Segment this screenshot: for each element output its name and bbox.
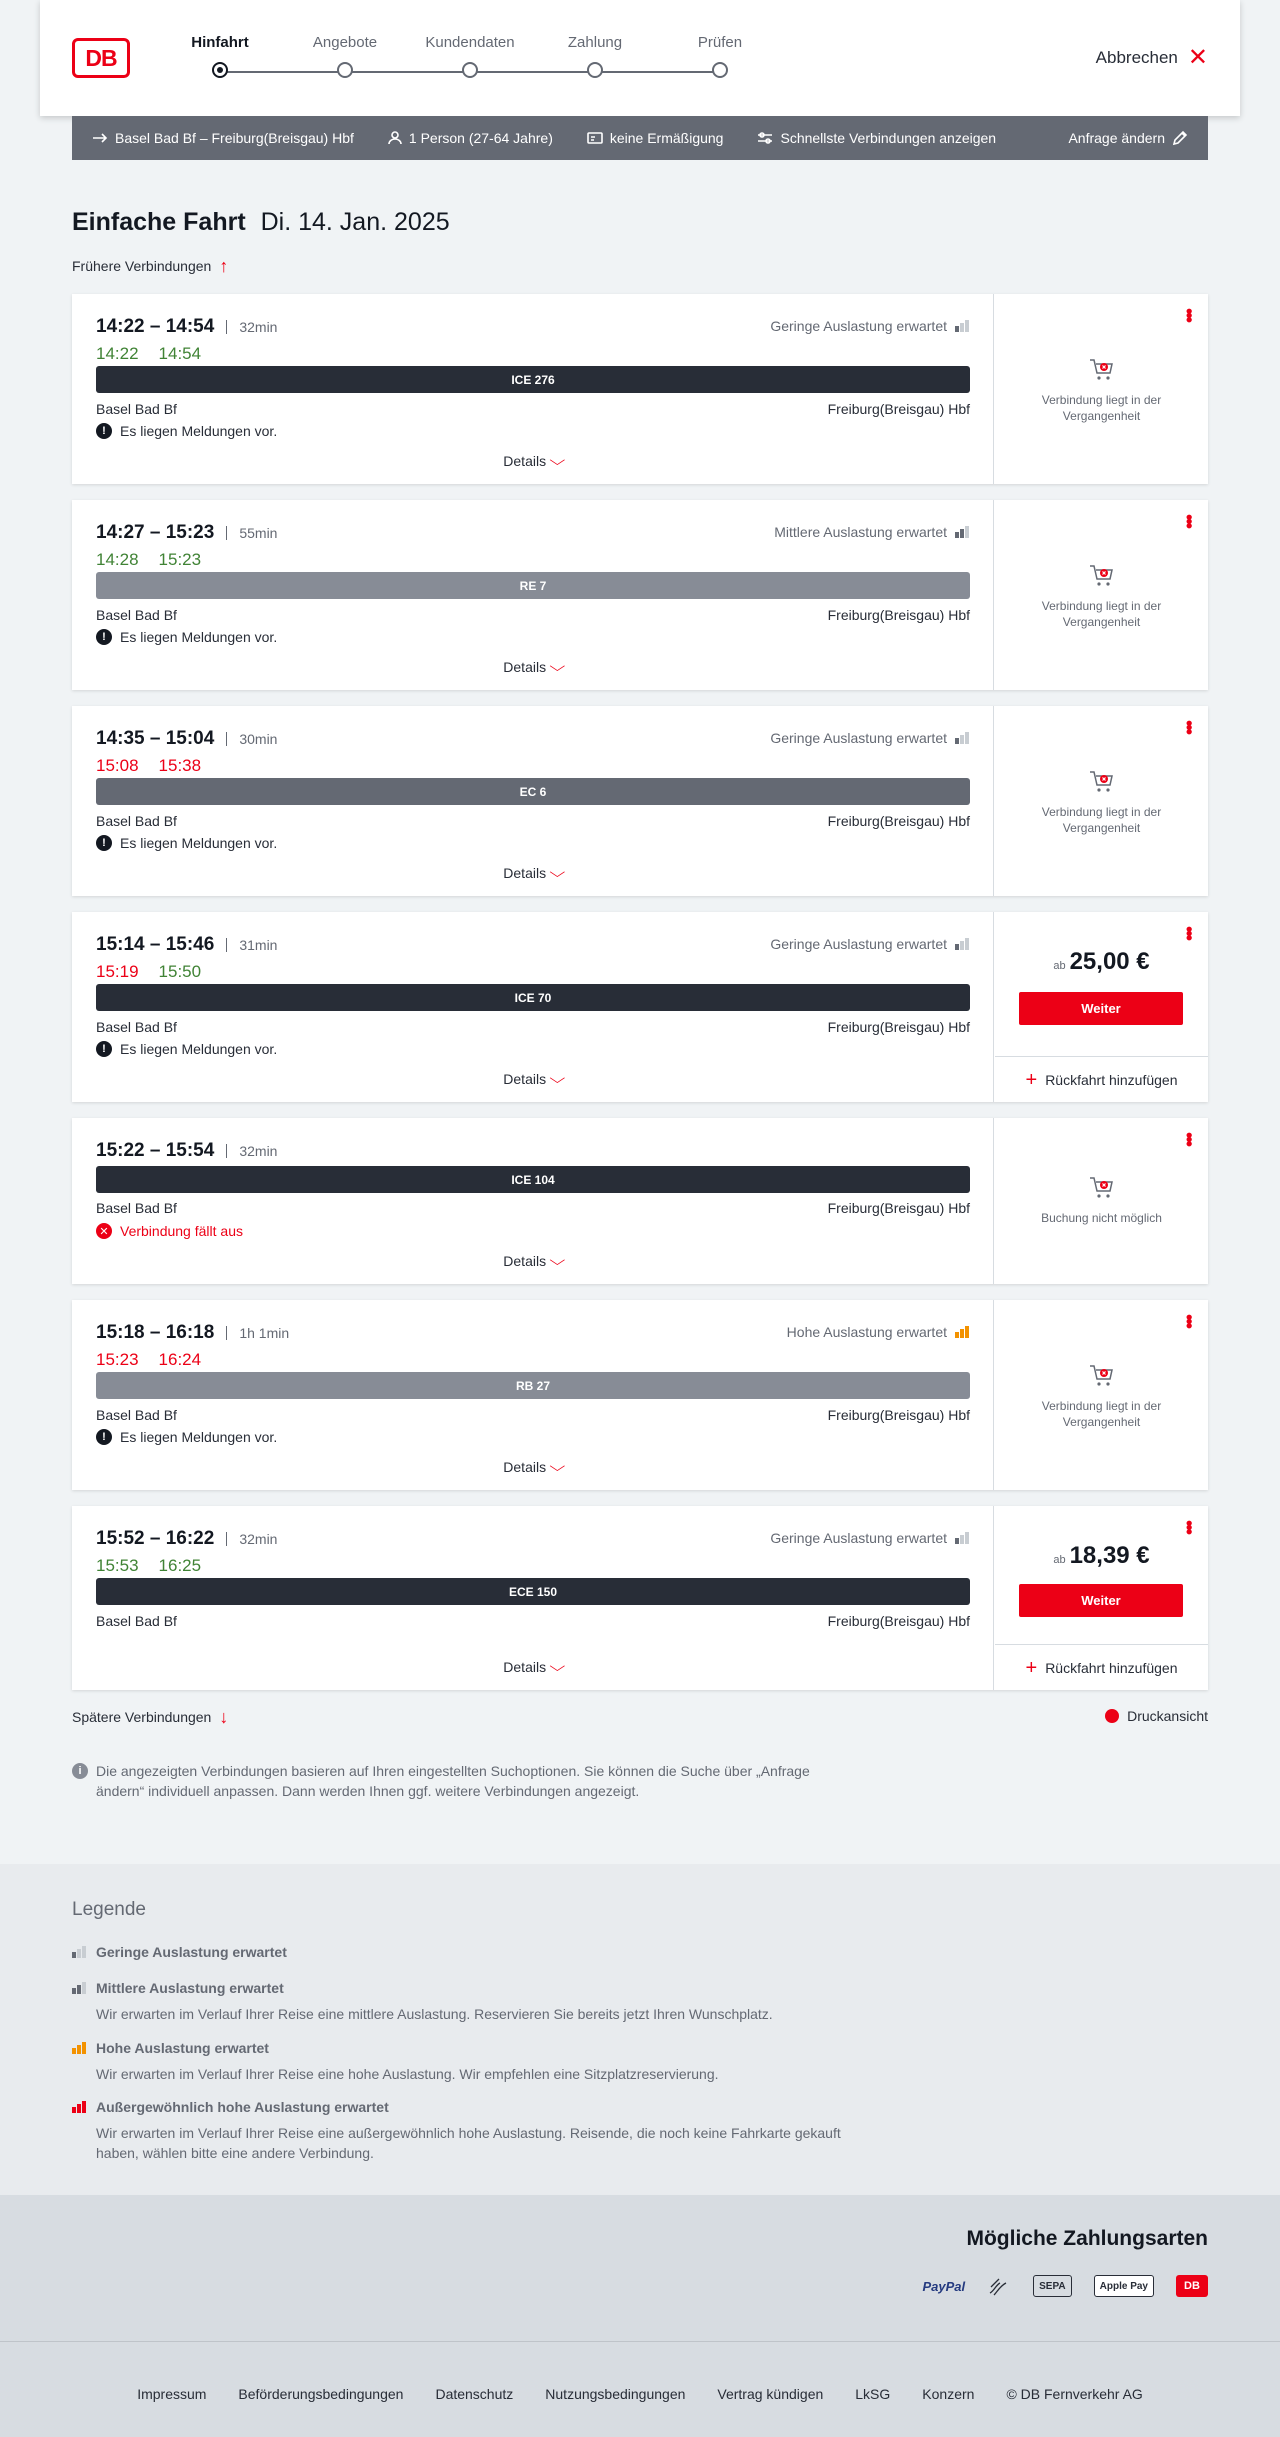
print-label: Druckansicht (1127, 1708, 1208, 1724)
train-name: ICE 104 (511, 1172, 555, 1187)
continue-button[interactable]: Weiter (1019, 992, 1183, 1025)
message-text: Es liegen Meldungen vor. (120, 1041, 278, 1057)
occupancy-info[interactable] (770, 1530, 969, 1546)
planned-times (96, 728, 277, 750)
realtime-arrival: 14:54 (158, 344, 202, 363)
past-connection-info (995, 1364, 1208, 1430)
message-text: Es liegen Meldungen vor. (120, 835, 278, 851)
footer-link-nutzungsbedingungen[interactable]: Nutzungsbedingungen (545, 2386, 686, 2402)
message-text: Verbindung fällt aus (120, 1223, 243, 1239)
occupancy-low-icon (72, 1946, 86, 1958)
details-toggle[interactable] (72, 1070, 994, 1087)
train-bar[interactable] (96, 366, 970, 393)
details-label: Details (503, 1658, 547, 1675)
past-connection-info (995, 770, 1208, 836)
details-label: Details (503, 864, 547, 881)
step-label: Prüfen (697, 34, 743, 51)
occupancy-info[interactable] (787, 1324, 969, 1340)
occupancy-low-icon (955, 732, 969, 744)
duration: 30min (226, 732, 277, 746)
arrow-right-icon (92, 132, 108, 144)
legend-item-low (72, 1944, 872, 1960)
realtime-departure: 15:53 (96, 1556, 139, 1575)
times-text: 14:27 – 15:23 (96, 522, 215, 543)
realtime-departure: 15:08 (96, 756, 139, 775)
return-label: Rückfahrt hinzufügen (1045, 1659, 1178, 1676)
step-dot (212, 62, 228, 78)
step-dot (587, 62, 603, 78)
train-name: RE 7 (519, 578, 547, 593)
occupancy-low-icon (955, 320, 969, 332)
arrival-station: Freiburg(Breisgau) Hbf (827, 1019, 970, 1035)
connection-card (72, 1506, 1208, 1690)
occupancy-low-icon (955, 938, 969, 950)
duration: 32min (226, 1144, 277, 1158)
connection-side (995, 294, 1208, 484)
cart-unavailable-icon (1089, 358, 1115, 382)
pencil-icon (1172, 130, 1188, 146)
apple-pay-icon: Apple Pay (1094, 2275, 1154, 2297)
footer-links (0, 2386, 1280, 2402)
cancel-button[interactable] (1096, 46, 1208, 70)
message-notice (96, 1041, 277, 1057)
connection-main (72, 1506, 994, 1690)
price-prefix: ab (1053, 960, 1066, 972)
step-zahlung (535, 34, 655, 78)
sliders-icon (757, 131, 773, 145)
footer-link-lksg[interactable]: LkSG (855, 2386, 891, 2402)
later-label: Spätere Verbindungen (72, 1709, 212, 1725)
train-bar[interactable] (96, 1578, 970, 1605)
later-connections-link[interactable] (72, 1708, 228, 1726)
departure-station: Basel Bad Bf (96, 1200, 177, 1216)
connection-main (72, 294, 994, 484)
planned-times (96, 522, 277, 544)
arrival-station: Freiburg(Breisgau) Hbf (827, 1200, 970, 1216)
realtime-arrival: 15:38 (158, 756, 202, 775)
train-name: RB 27 (515, 1378, 550, 1393)
arrow-down-icon: ↓ (219, 1707, 229, 1727)
train-bar[interactable] (96, 1372, 970, 1399)
discount-text: keine Ermäßigung (609, 130, 724, 146)
train-bar[interactable] (96, 1166, 970, 1193)
route-text: Basel Bad Bf – Freiburg(Breisgau) Hbf (115, 130, 354, 146)
stations (96, 1200, 970, 1216)
past-label: Verbindung liegt in der Vergangenheit (1041, 599, 1162, 629)
details-toggle[interactable] (72, 1658, 994, 1675)
stations (96, 1019, 970, 1035)
option-summary (757, 130, 996, 146)
duration: 31min (226, 938, 277, 952)
trip-type: Einfache Fahrt (72, 208, 246, 236)
footer-copyright: © DB Fernverkehr AG (1006, 2386, 1143, 2402)
db-logo[interactable]: DB (72, 38, 130, 78)
occupancy-text: Hohe Auslastung erwartet (786, 1324, 947, 1340)
train-bar[interactable] (96, 984, 970, 1011)
chevron-down-icon: ⌵ (549, 864, 566, 880)
occupancy-text: Geringe Auslastung erwartet (770, 318, 947, 334)
departure-station: Basel Bad Bf (96, 1613, 177, 1629)
more-options-icon[interactable]: ••• (1179, 1132, 1199, 1145)
price-prefix: ab (1053, 1554, 1066, 1566)
times-text: 14:22 – 14:54 (96, 316, 215, 337)
chevron-down-icon: ⌵ (549, 1458, 566, 1474)
traveller-summary (388, 130, 553, 146)
legend-item-title: Hohe Auslastung erwartet (96, 2040, 269, 2056)
legend-item-text: Wir erwarten im Verlauf Ihrer Reise eine mittlere Auslastung. Reservieren Sie bereits jetzt Ihren Wunschplatz. (96, 2006, 773, 2022)
message-text: Es liegen Meldungen vor. (120, 1429, 278, 1445)
footer-link-befoerderungsbedingungen[interactable]: Beförderungsbedingungen (238, 2386, 404, 2402)
earlier-label: Frühere Verbindungen (72, 258, 212, 274)
past-label: Verbindung liegt in der Vergangenheit (1041, 805, 1162, 835)
legend-item-text: Wir erwarten im Verlauf Ihrer Reise eine hohe Auslastung. Wir empfehlen eine Sitzplatzreservierung. (96, 2066, 719, 2082)
legend-item-text: Wir erwarten im Verlauf Ihrer Reise eine außergewöhnlich hohe Auslastung. Reisende, die noch keine Fahrkarte gekauft haben, wählen bitte eine andere Verbindung. (96, 2125, 841, 2161)
occupancy-info[interactable] (770, 936, 969, 952)
price (995, 1542, 1208, 1570)
cart-unavailable-icon (1089, 564, 1115, 588)
booking-unavailable-info (995, 1176, 1208, 1226)
paypal-icon: PayPal (922, 2278, 966, 2294)
occupancy-info[interactable] (770, 730, 969, 746)
chevron-down-icon: ⌵ (549, 1070, 566, 1086)
stations (96, 607, 970, 623)
footer (0, 2341, 1280, 2437)
info-icon: i (72, 1763, 88, 1779)
train-name: ICE 276 (511, 372, 555, 387)
footer-link-datenschutz[interactable]: Datenschutz (435, 2386, 514, 2402)
trip-date: Di. 14. Jan. 2025 (260, 208, 450, 236)
past-label: Verbindung liegt in der Vergangenheit (1041, 1399, 1162, 1429)
connection-main (72, 500, 994, 690)
cancellation-notice (96, 1223, 243, 1239)
db-payment-icon: DB (1176, 2275, 1208, 2297)
legend-item-title: Mittlere Auslastung erwartet (96, 1980, 284, 1996)
connection-card (72, 1118, 1208, 1284)
arrival-station: Freiburg(Breisgau) Hbf (827, 813, 970, 829)
details-toggle[interactable] (72, 1252, 994, 1269)
legend-item-title: Geringe Auslastung erwartet (96, 1944, 287, 1960)
connection-side (995, 1118, 1208, 1284)
realtime-times (96, 550, 201, 570)
realtime-arrival: 16:24 (158, 1350, 202, 1369)
arrival-station: Freiburg(Breisgau) Hbf (827, 607, 970, 623)
plus-icon: + (1025, 1656, 1038, 1679)
arrival-station: Freiburg(Breisgau) Hbf (827, 1407, 970, 1423)
more-options-icon[interactable]: ••• (1179, 1520, 1199, 1533)
duration: 1h 1min (226, 1326, 289, 1340)
return-label: Rückfahrt hinzufügen (1045, 1071, 1178, 1088)
occupancy-text: Mittlere Auslastung erwartet (774, 524, 947, 540)
stations (96, 813, 970, 829)
print-icon (1105, 1709, 1119, 1723)
route-summary (92, 130, 354, 146)
header (40, 0, 1240, 116)
occupancy-medium-icon (955, 526, 969, 538)
earlier-connections-link[interactable] (72, 257, 228, 275)
more-options-icon[interactable]: ••• (1179, 720, 1199, 733)
chevron-down-icon: ⌵ (549, 452, 566, 468)
arrow-up-icon: ↑ (219, 256, 229, 276)
connection-main (72, 706, 994, 896)
occupancy-text: Geringe Auslastung erwartet (770, 730, 947, 746)
footer-link-vertrag-kuendigen[interactable]: Vertrag kündigen (717, 2386, 824, 2402)
traveller-text: 1 Person (27-64 Jahre) (408, 130, 553, 146)
direct-debit-icon (987, 2275, 1011, 2297)
person-icon (388, 131, 402, 145)
realtime-arrival: 15:23 (158, 550, 202, 569)
info-text: Die angezeigten Verbindungen basieren auf Ihren eingestellten Suchoptionen. Sie können die Suche über „Anfrage ändern“ individuell anpassen. Dann werden Ihnen ggf. weitere Verbindungen angezeigt. (96, 1763, 810, 1799)
duration: 32min (226, 320, 277, 334)
booking-stepper (191, 34, 770, 84)
step-label: Zahlung (567, 34, 623, 51)
departure-station: Basel Bad Bf (96, 1407, 177, 1423)
departure-station: Basel Bad Bf (96, 813, 177, 829)
past-connection-info (995, 564, 1208, 630)
step-hinfahrt (160, 34, 280, 78)
chevron-down-icon: ⌵ (549, 1658, 566, 1674)
option-text: Schnellste Verbindungen anzeigen (780, 130, 997, 146)
message-text: Es liegen Meldungen vor. (120, 629, 278, 645)
stations (96, 1407, 970, 1423)
step-pruefen (660, 34, 780, 78)
more-options-icon[interactable]: ••• (1179, 1314, 1199, 1327)
times-text: 15:52 – 16:22 (96, 1528, 215, 1549)
connection-main (72, 1118, 994, 1284)
step-dot (462, 62, 478, 78)
alert-icon: ! (96, 423, 112, 439)
step-angebote (285, 34, 405, 78)
train-bar[interactable] (96, 572, 970, 599)
add-return-trip-button[interactable] (995, 1644, 1208, 1690)
step-dot (712, 62, 728, 78)
occupancy-info[interactable] (774, 524, 969, 540)
realtime-departure: 15:19 (96, 962, 139, 981)
cart-unavailable-icon (1089, 770, 1115, 794)
connection-card (72, 706, 1208, 896)
legend-item-medium (72, 1980, 872, 2024)
message-text: Es liegen Meldungen vor. (120, 423, 278, 439)
planned-times (96, 1140, 277, 1162)
connection-side (995, 1506, 1208, 1690)
realtime-times (96, 344, 201, 364)
planned-times (96, 316, 277, 338)
step-dot (337, 62, 353, 78)
footer-link-konzern[interactable]: Konzern (922, 2386, 975, 2402)
cart-unavailable-icon (1089, 1176, 1115, 1200)
connection-card (72, 294, 1208, 484)
details-label: Details (503, 1070, 547, 1087)
realtime-departure: 14:28 (96, 550, 139, 569)
more-options-icon[interactable]: ••• (1179, 926, 1199, 939)
card-icon (587, 132, 603, 144)
step-kundendaten (410, 34, 530, 78)
payment-section (0, 2195, 1280, 2341)
details-label: Details (503, 658, 547, 675)
details-label: Details (503, 452, 547, 469)
realtime-arrival: 16:25 (158, 1556, 202, 1575)
sepa-icon: SEPA (1033, 2275, 1072, 2297)
price-value: 18,39 € (1069, 1542, 1150, 1569)
payment-title: Mögliche Zahlungsarten (966, 2227, 1208, 2250)
stations (96, 401, 970, 417)
price-value: 25,00 € (1069, 948, 1150, 975)
unavailable-label: Buchung nicht möglich (1041, 1211, 1162, 1225)
details-toggle[interactable] (72, 1458, 994, 1475)
edit-search-label: Anfrage ändern (1068, 130, 1165, 146)
more-options-icon[interactable]: ••• (1179, 514, 1199, 527)
cancel-label: Abbrechen (1095, 48, 1178, 67)
realtime-departure: 15:23 (96, 1350, 139, 1369)
message-notice (96, 835, 277, 851)
message-notice (96, 423, 277, 439)
step-label: Kundendaten (425, 34, 515, 51)
planned-times (96, 934, 277, 956)
legend-item-title: Außergewöhnlich hohe Auslastung erwartet (96, 2099, 389, 2115)
connection-card (72, 500, 1208, 690)
train-name: EC 6 (519, 784, 547, 799)
close-icon: ✕ (1187, 44, 1208, 71)
planned-times (96, 1528, 277, 1550)
occupancy-medium-icon (72, 1982, 86, 1994)
past-connection-info (995, 358, 1208, 424)
occupancy-text: Geringe Auslastung erwartet (770, 936, 947, 952)
realtime-arrival: 15:50 (158, 962, 202, 981)
details-label: Details (503, 1252, 547, 1269)
more-options-icon[interactable]: ••• (1179, 308, 1199, 321)
occupancy-high-icon (72, 2042, 86, 2054)
connection-card (72, 912, 1208, 1102)
realtime-times (96, 1350, 201, 1370)
connection-card (72, 1300, 1208, 1490)
duration: 32min (226, 1532, 277, 1546)
message-notice (96, 1429, 277, 1445)
legend-item-extreme (72, 2099, 872, 2163)
departure-station: Basel Bad Bf (96, 401, 177, 417)
alert-icon: ! (96, 629, 112, 645)
details-toggle[interactable] (72, 658, 994, 675)
occupancy-high-icon (955, 1326, 969, 1338)
add-return-trip-button[interactable] (995, 1056, 1208, 1102)
alert-icon: ! (96, 1041, 112, 1057)
times-text: 15:18 – 16:18 (96, 1322, 215, 1343)
legend-item-high (72, 2040, 872, 2084)
train-name: ECE 150 (508, 1584, 558, 1599)
price (995, 948, 1208, 976)
duration: 55min (226, 526, 277, 540)
info-note (72, 1761, 852, 1801)
connection-main (72, 1300, 994, 1490)
connection-side (995, 500, 1208, 690)
occupancy-low-icon (955, 1532, 969, 1544)
legend-section (0, 1864, 1280, 2195)
departure-station: Basel Bad Bf (96, 607, 177, 623)
connection-main (72, 912, 994, 1102)
train-name: ICE 70 (514, 990, 552, 1005)
times-text: 15:22 – 15:54 (96, 1140, 215, 1161)
details-toggle[interactable] (72, 864, 994, 881)
past-label: Verbindung liegt in der Vergangenheit (1041, 393, 1162, 423)
connection-side (995, 1300, 1208, 1490)
realtime-times (96, 962, 201, 982)
details-toggle[interactable] (72, 452, 994, 469)
arrival-station: Freiburg(Breisgau) Hbf (827, 401, 970, 417)
times-text: 14:35 – 15:04 (96, 728, 215, 749)
connection-side (995, 912, 1208, 1102)
chevron-down-icon: ⌵ (549, 1252, 566, 1268)
continue-button[interactable]: Weiter (1019, 1584, 1183, 1617)
stations (96, 1613, 970, 1629)
payment-methods (922, 2275, 1208, 2297)
arrival-station: Freiburg(Breisgau) Hbf (827, 1613, 970, 1629)
legend-title: Legende (72, 1899, 146, 1920)
details-label: Details (503, 1458, 547, 1475)
footer-link-impressum[interactable]: Impressum (137, 2386, 207, 2402)
search-summary-bar (72, 116, 1208, 160)
message-notice (96, 629, 277, 645)
occupancy-extreme-icon (72, 2101, 86, 2113)
edit-search-button[interactable] (1068, 130, 1188, 146)
alert-icon: ! (96, 1429, 112, 1445)
discount-summary (587, 130, 724, 146)
page-title (72, 208, 450, 237)
departure-station: Basel Bad Bf (96, 1019, 177, 1035)
connection-side (995, 706, 1208, 896)
planned-times (96, 1322, 289, 1344)
realtime-times (96, 756, 201, 776)
realtime-departure: 14:22 (96, 344, 139, 363)
times-text: 15:14 – 15:46 (96, 934, 215, 955)
step-label: Angebote (312, 34, 378, 51)
train-bar[interactable] (96, 778, 970, 805)
occupancy-text: Geringe Auslastung erwartet (770, 1530, 947, 1546)
cancel-circle-icon: ✕ (96, 1223, 112, 1239)
alert-icon: ! (96, 835, 112, 851)
cart-unavailable-icon (1089, 1364, 1115, 1388)
step-label: Hinfahrt (191, 34, 249, 51)
print-view-link[interactable] (1105, 1708, 1208, 1724)
realtime-times (96, 1556, 201, 1576)
occupancy-info[interactable] (770, 318, 969, 334)
plus-icon: + (1025, 1068, 1038, 1091)
chevron-down-icon: ⌵ (549, 658, 566, 674)
